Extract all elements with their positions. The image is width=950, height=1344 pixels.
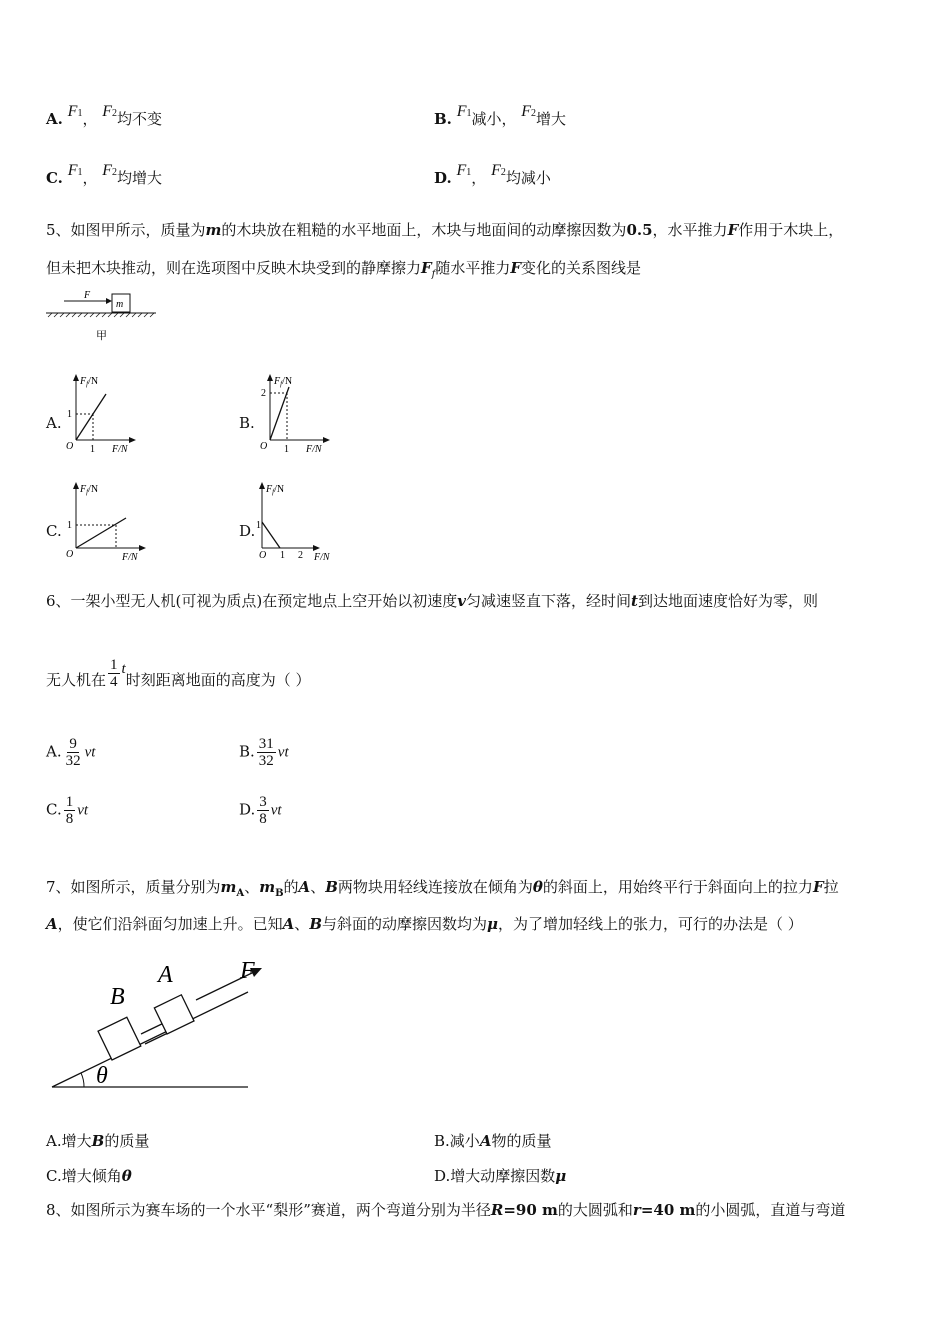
angle-arc — [81, 1073, 84, 1087]
y-axis-arrow — [267, 374, 273, 381]
figure-caption: 甲 — [96, 330, 107, 342]
q4-option-a: A. $F^1$， $F^2$均不变 — [46, 103, 163, 128]
q6-option-d: D. $\frac{3}{8}$ vt — [239, 794, 282, 827]
q8-stem-line1: 8、如图所示为赛车场的一个水平“梨形”赛道，两个弯道分别为半径R=90 m的大圆弧和r=40 m的小圆弧，直道与弯道 — [46, 1201, 846, 1219]
origin-label: O — [66, 441, 74, 452]
y-label: $F_f/N$ — [80, 376, 99, 388]
q4-option-d: D. $F^1$， $F^2$均减小 — [434, 162, 551, 187]
x-axis-arrow — [139, 545, 146, 551]
block-a — [154, 995, 194, 1034]
block-b-label: B — [110, 984, 125, 1010]
y-label: $F_f/N$ — [266, 484, 285, 496]
q7-stem-line2: A，使它们沿斜面匀加速上升。已知A、B与斜面的动摩擦因数均为μ，为了增加轻线上的张力，可行的办法是（ ） — [46, 915, 803, 933]
q7-option-a: A.增大B的质量 — [46, 1132, 150, 1150]
q5-graph-a — [62, 372, 142, 454]
theta-label: θ — [96, 1063, 108, 1089]
block-label: m — [116, 299, 124, 310]
q5-option-c-label: C. — [46, 522, 62, 540]
q7-option-d: D.增大动摩擦因数μ — [434, 1167, 567, 1185]
y-tick-label: 2 — [261, 388, 266, 399]
origin-label: O — [66, 549, 74, 560]
force-label: F — [84, 290, 91, 301]
q5-graph-d — [246, 480, 342, 562]
q5-figure-jia — [44, 288, 162, 344]
x-tick-label-2: 2 — [298, 550, 303, 561]
y-tick-label: 1 — [67, 520, 72, 531]
q7-option-c: C.增大倾角θ — [46, 1167, 132, 1185]
block-a-label: A — [158, 962, 173, 988]
q5-option-b-label: B. — [239, 414, 255, 432]
x-label: F/N — [314, 552, 330, 562]
q5-graph-b — [256, 372, 336, 454]
block-b — [98, 1017, 141, 1060]
q5-stem-line2: 但未把木块推动，则在选项图中反映木块受到的静摩擦力$F_f$随水平推力F变化的关系图线是 — [46, 259, 642, 280]
y-label: $F_f/N$ — [80, 484, 99, 496]
q4-option-c: C. $F^1$， $F^2$均增大 — [46, 162, 163, 187]
incline-line — [52, 992, 248, 1087]
x-tick-label: 1 — [284, 444, 289, 454]
q5-graph-c — [62, 480, 152, 562]
q6-option-c: C. $\frac{1}{8}$ vt — [46, 794, 89, 827]
q7-option-b: B.减小A物的质量 — [434, 1132, 552, 1150]
series-line — [76, 518, 126, 548]
origin-label: O — [260, 441, 268, 452]
q7-incline-figure — [44, 950, 284, 1096]
q6-stem-line2: 无人机在 $\frac{1}{4}$ t时刻距离地面的高度为（ ） — [46, 656, 311, 690]
q6-option-a: A. $\frac{9}{32}$ vt — [46, 736, 96, 769]
series-line — [262, 522, 280, 548]
series-line — [270, 387, 289, 440]
y-axis-arrow — [73, 482, 79, 489]
x-tick-label: 1 — [90, 444, 95, 454]
x-tick-label-1: 1 — [280, 550, 285, 561]
y-tick-label: 1 — [67, 409, 72, 420]
q5-option-d-label: D. — [239, 522, 256, 540]
x-label: F/N — [122, 552, 138, 562]
y-axis-arrow — [259, 482, 265, 489]
y-label: $F_f/N$ — [274, 376, 293, 388]
push-arrow-head — [106, 298, 112, 304]
force-label: F — [240, 958, 255, 984]
x-label: F/N — [306, 444, 322, 454]
q6-option-b: B. $\frac{31}{32}$ vt — [239, 736, 289, 769]
x-axis-arrow — [129, 437, 136, 443]
q7-stem-line1: 7、如图所示，质量分别为$m_A$、$m_B$的A、B两物块用轻线连接放在倾角为θ的斜面上，用始终平行于斜面向上的拉力F拉 — [46, 878, 839, 899]
quarter-fraction: $\frac{1}{4}$ — [110, 656, 118, 690]
origin-label: O — [259, 550, 267, 561]
q5-option-a-label: A. — [46, 414, 62, 432]
q5-stem-line1: 5、如图甲所示，质量为m的木块放在粗糙的水平地面上，木块与地面间的动摩擦因数为0.5，水平推力F作用于木块上， — [46, 221, 844, 239]
ground-hatch — [48, 313, 154, 317]
x-label: F/N — [112, 444, 128, 454]
x-axis-arrow — [323, 437, 330, 443]
x-axis-arrow — [313, 545, 320, 551]
y-axis-arrow — [73, 374, 79, 381]
series-line — [76, 394, 106, 440]
q4-option-b: B. $F^1$减小， $F^2$增大 — [434, 103, 567, 128]
y-tick-label: 1 — [256, 520, 261, 531]
q6-stem-line1: 6、一架小型无人机(可视为质点)在预定地点上空开始以初速度v匀减速竖直下落，经时间t到达地面速度恰好为零，则 — [46, 592, 818, 610]
